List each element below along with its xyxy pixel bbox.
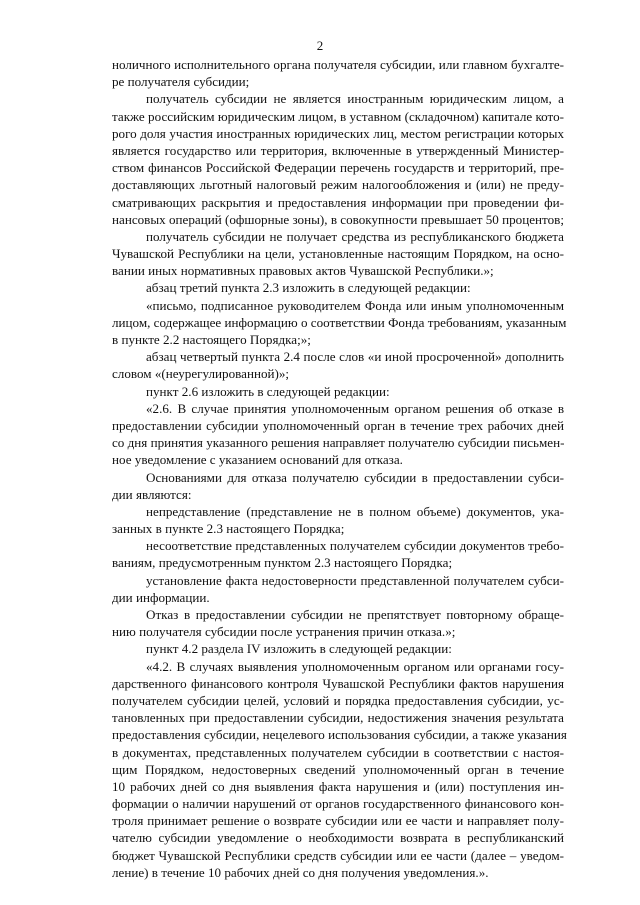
text-line: ваниям, предусмотренным пунктом 2.3 настоящего Порядка; — [112, 555, 453, 571]
text-line: лицом, содержащее информацию о соответствии Фонда требованиям, указанным — [112, 314, 567, 330]
text-line: дии являются: — [112, 486, 192, 502]
text-line: 10 рабочих дней со дня выявления факта нарушения и (или) поступления ин- — [112, 778, 564, 794]
text-line: несоответствие представленных получателем субсидии документов требо- — [146, 538, 564, 554]
text-line: предоставления субсидии, нецелевого использования субсидии, а также указания — [112, 727, 567, 743]
paragraph — [112, 228, 564, 280]
text-line: ре получателя субсидии; — [112, 74, 250, 90]
paragraph — [112, 297, 567, 349]
text-line: доставляющих льготный налоговый режим налогообложения и (или) не преду- — [112, 177, 564, 193]
text-line: рого доля участия иностранных юридических лиц, местом регистрации которых — [112, 125, 564, 141]
paragraph — [112, 537, 564, 571]
text-line: ноличного исполнительного органа получателя субсидии, или главном бухгалте- — [112, 57, 564, 72]
text-line: «4.2. В случаях выявления уполномоченным органом или органами госу- — [146, 658, 564, 674]
paragraph — [112, 640, 564, 657]
text-line: Основаниями для отказа получателю субсидии в предоставлении субси- — [146, 469, 564, 485]
paragraph — [112, 279, 564, 296]
paragraph — [112, 400, 564, 469]
text-line: чателю субсидии уведомление о необходимости возврата в республиканский — [112, 830, 564, 846]
text-line: является государство или территория, включенные в утвержденный Министер- — [112, 142, 564, 158]
text-line: дии информации. — [112, 589, 210, 605]
text-line: получатель субсидии не является иностранным юридическим лицом, а — [146, 91, 564, 107]
text-line: словом «(неурегулированной)»; — [112, 366, 290, 382]
paragraph — [112, 503, 564, 537]
text-line: получатель субсидии не получает средства из республиканского бюджета — [146, 228, 564, 244]
text-line: нию получателя субсидии после устранения причин отказа.»; — [112, 624, 456, 640]
text-line: дарственного финансового контроля Чувашской Республики фактов нарушения — [112, 675, 564, 691]
text-line: бюджет Чувашской Республики средств субсидии или ее части (далее – уведом- — [112, 847, 564, 863]
text-line: «письмо, подписанное руководителем Фонда или иным уполномоченным — [146, 297, 564, 313]
text-line: троля принимает решение о возврате субсидии или ее части и направляет полу- — [112, 813, 564, 829]
text-line: предоставлении субсидии уполномоченный орган в течение трех рабочих дней — [112, 417, 564, 433]
text-line: ление) в течение 10 рабочих дней со дня получения уведомления.». — [112, 864, 489, 880]
text-line: «2.6. В случае принятия уполномоченным органом решения об отказе в — [146, 400, 564, 416]
paragraph — [112, 56, 564, 90]
text-line: со дня принятия указанного решения направляет получателю субсидии письмен- — [112, 435, 565, 451]
text-line: установление факта недостоверности представленной получателем субси- — [146, 572, 564, 588]
paragraph — [112, 383, 564, 400]
text-line: нансовых операций (офшорные зоны), в совокупности превышает 50 процентов; — [112, 211, 564, 227]
text-line: абзац четвертый пункта 2.4 после слов «и иной просроченной» дополнить — [146, 349, 564, 365]
paragraph — [112, 469, 564, 503]
paragraph — [112, 658, 567, 881]
text-line: щим Порядком, недостоверных сведений уполномоченный орган в течение — [112, 761, 564, 777]
text-line: Чувашской Республики на цели, установленные настоящим Порядком, на осно- — [112, 246, 564, 262]
page-number: 2 — [316, 38, 324, 53]
text-line: абзац третий пункта 2.3 изложить в следующей редакции: — [146, 280, 471, 296]
text-line: формации о наличии нарушений от органов государственного финансового кон- — [112, 796, 564, 812]
text-line: получателем субсидии целей, условий и порядка предоставления субсидии, ус- — [112, 692, 564, 708]
text-line: в документах, представленных получателем субсидии в соответствии с настоя- — [112, 744, 564, 760]
paragraph — [112, 606, 564, 640]
text-line: в пункте 2.2 настоящего Порядка;»; — [112, 332, 311, 347]
text-line: ством финансов Российской Федерации перечень государств и территорий, пре- — [112, 160, 564, 176]
text-line: непредставление (представление не в полном объеме) документов, ука- — [146, 503, 564, 519]
text-line: пункт 2.6 изложить в следующей редакции: — [146, 383, 390, 399]
text-line: тановленных при предоставлении субсидии, недостижения значения результата — [112, 710, 564, 726]
paragraph — [112, 90, 564, 228]
text-line: сматривающих раскрытия и предоставления информации при проведении фи- — [112, 194, 564, 210]
paragraph — [112, 572, 564, 606]
text-line: ное уведомление с указанием оснований для отказа. — [112, 452, 403, 468]
paragraph — [112, 348, 564, 382]
text-line: также российским юридическим лицом, в уставном (складочном) капитале кото- — [112, 108, 564, 124]
document-body — [112, 56, 567, 881]
text-line: Отказ в предоставлении субсидии не препятствует повторному обраще- — [146, 607, 564, 622]
text-line: вании иных нормативных правовых актов Чувашской Республики.»; — [112, 263, 494, 279]
text-line: занных в пункте 2.3 настоящего Порядка; — [112, 521, 345, 537]
text-line: пункт 4.2 раздела IV изложить в следующей редакции: — [146, 641, 452, 657]
